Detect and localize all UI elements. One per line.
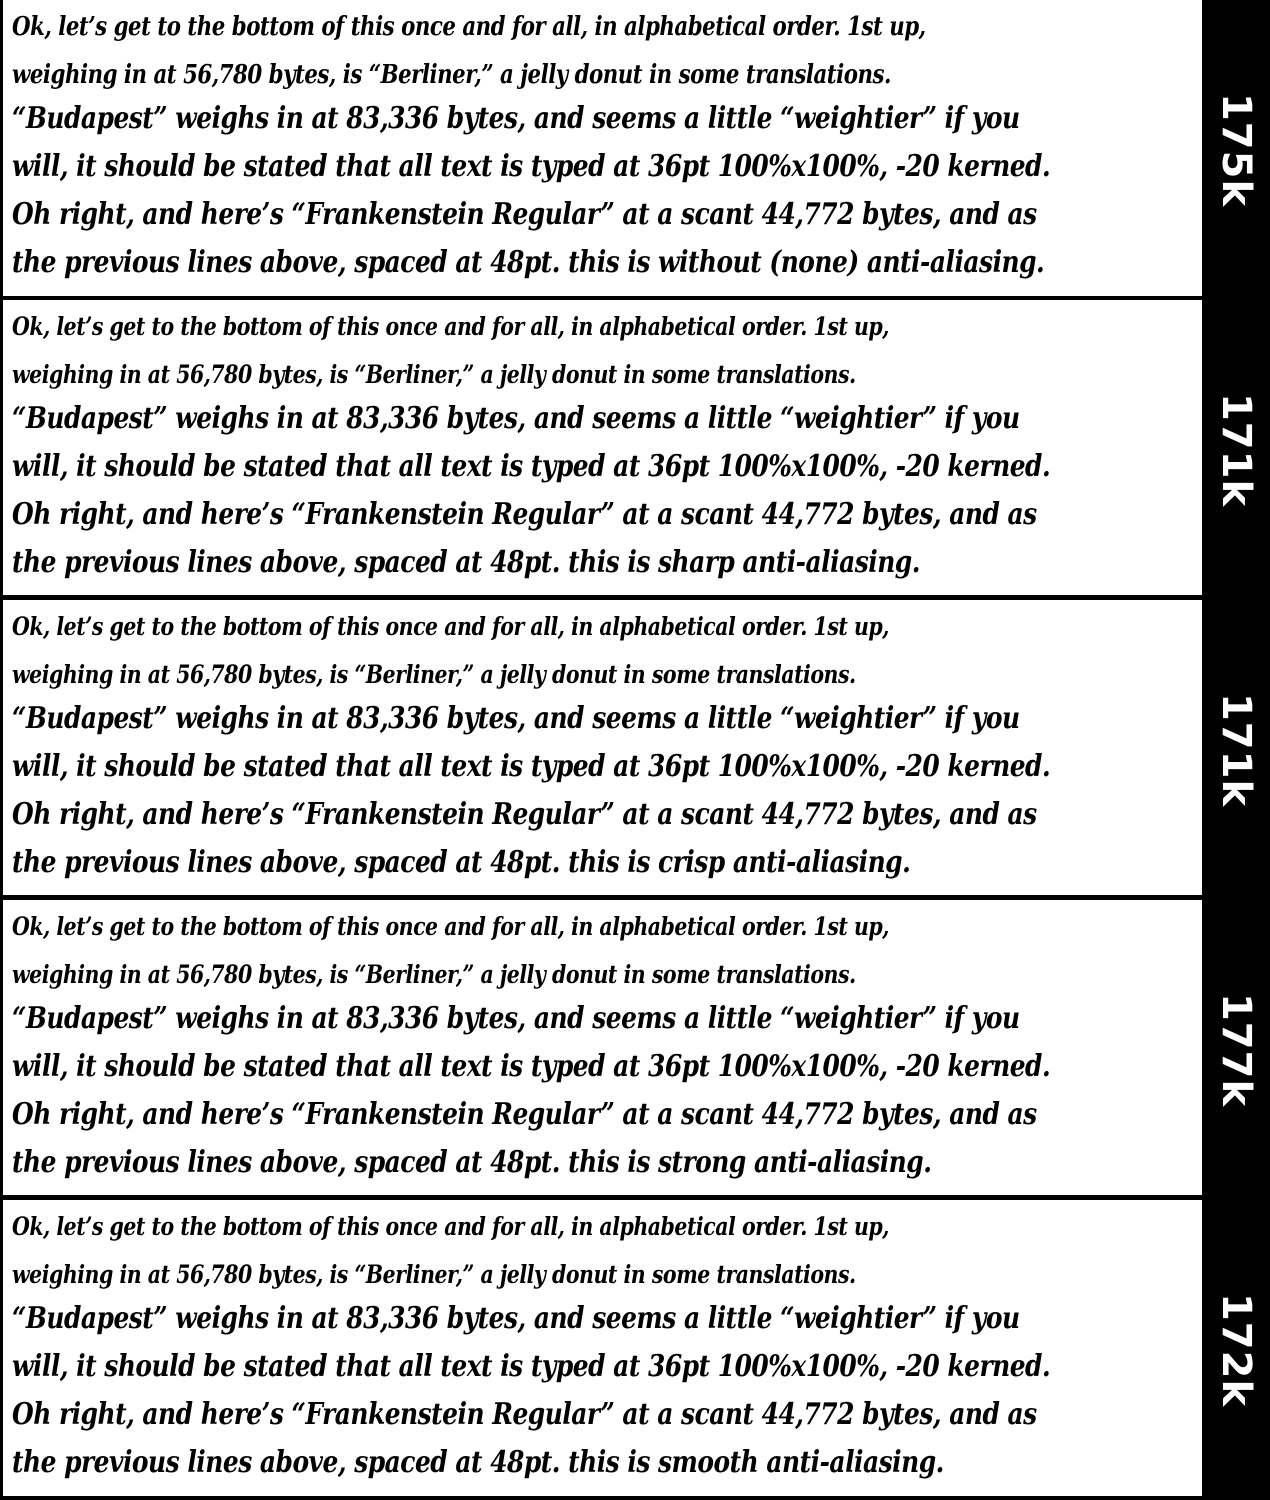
sample-line-text: “Budapest” weighs in at 83,336 bytes, and seems a little “weightier” if you (12, 701, 1020, 736)
sample-line (12, 545, 1196, 580)
sample-line (12, 62, 1196, 88)
file-size-label (1203, 900, 1270, 1200)
sample-line-text: Ok, let’s get to the bottom of this once and for all, in alphabetical order. 1st up, (12, 912, 889, 941)
sample-line-text: Oh right, and here’s “Frankenstein Regular” at a scant 44,772 bytes, and as (12, 797, 1037, 832)
sample-text-box (3, 600, 1202, 895)
sample-line-text: Oh right, and here’s “Frankenstein Regular” at a scant 44,772 bytes, and as (12, 197, 1037, 232)
sample-line-text: weighing in at 56,780 bytes, is “Berliner,” a jelly donut in some translations. (12, 660, 856, 689)
sample-line-text: will, it should be stated that all text is typed at 36pt 100%x100%, -20 kerned. (12, 1049, 1051, 1084)
file-size-text: 171k (1213, 692, 1260, 808)
file-size-label (1203, 300, 1270, 600)
file-size-label (1203, 1200, 1270, 1500)
sample-line-text: weighing in at 56,780 bytes, is “Berliner,” a jelly donut in some translations. (12, 960, 856, 989)
sample-line (12, 1349, 1196, 1384)
sample-line (12, 245, 1196, 280)
sample-line-text: “Budapest” weighs in at 83,336 bytes, and seems a little “weightier” if you (12, 1001, 1020, 1036)
sample-line-text: Ok, let’s get to the bottom of this once and for all, in alphabetical order. 1st up, (12, 1212, 889, 1241)
sample-line-text: Oh right, and here’s “Frankenstein Regular” at a scant 44,772 bytes, and as (12, 1397, 1037, 1432)
sample-line-text: Oh right, and here’s “Frankenstein Regular” at a scant 44,772 bytes, and as (12, 497, 1037, 532)
sample-line-text: the previous lines above, spaced at 48pt. this is strong anti-aliasing. (12, 1145, 932, 1180)
file-size-text: 172k (1213, 1292, 1260, 1408)
file-size-label (1203, 0, 1270, 300)
sample-line (12, 845, 1196, 880)
sample-text-box (3, 1200, 1202, 1496)
sample-line-text: the previous lines above, spaced at 48pt. this is sharp anti-aliasing. (12, 545, 920, 580)
sample-line (12, 101, 1196, 136)
sample-line-text: will, it should be stated that all text is typed at 36pt 100%x100%, -20 kerned. (12, 1349, 1051, 1384)
sample-line-text: “Budapest” weighs in at 83,336 bytes, and seems a little “weightier” if you (12, 401, 1020, 436)
sample-line-text: weighing in at 56,780 bytes, is “Berliner,” a jelly donut in some translations. (12, 60, 891, 90)
sample-line (12, 14, 1196, 40)
sample-line-text: weighing in at 56,780 bytes, is “Berliner,” a jelly donut in some translations. (12, 360, 856, 389)
sample-line (12, 1445, 1196, 1480)
sample-line (12, 914, 1196, 939)
sample-line (12, 1097, 1196, 1132)
sample-panel-none (0, 0, 1270, 300)
sample-line-text: the previous lines above, spaced at 48pt. this is without (none) anti-aliasing. (12, 245, 1045, 280)
sample-line (12, 614, 1196, 639)
sample-line (12, 449, 1196, 484)
sample-line-text: weighing in at 56,780 bytes, is “Berliner,” a jelly donut in some translations. (12, 1260, 856, 1289)
sample-line-text: “Budapest” weighs in at 83,336 bytes, and seems a little “weightier” if you (12, 101, 1020, 136)
sample-line (12, 497, 1196, 532)
sample-line (12, 314, 1196, 339)
sample-line-text: Ok, let’s get to the bottom of this once and for all, in alphabetical order. 1st up, (12, 12, 926, 42)
sample-line (12, 197, 1196, 232)
sample-line-text: will, it should be stated that all text is typed at 36pt 100%x100%, -20 kerned. (12, 149, 1051, 184)
sample-line (12, 1397, 1196, 1432)
sample-line (12, 1262, 1196, 1287)
sample-line (12, 701, 1196, 736)
sample-line (12, 1301, 1196, 1336)
file-size-text: 177k (1213, 992, 1260, 1108)
sample-line-text: the previous lines above, spaced at 48pt. this is smooth anti-aliasing. (12, 1445, 944, 1480)
sample-line-text: will, it should be stated that all text is typed at 36pt 100%x100%, -20 kerned. (12, 449, 1051, 484)
sample-line (12, 149, 1196, 184)
file-size-text: 175k (1213, 92, 1260, 208)
sample-line (12, 797, 1196, 832)
sample-line-text: Oh right, and here’s “Frankenstein Regular” at a scant 44,772 bytes, and as (12, 1097, 1037, 1132)
sample-line (12, 749, 1196, 784)
sample-panel-crisp (0, 600, 1270, 900)
sample-line-text: the previous lines above, spaced at 48pt. this is crisp anti-aliasing. (12, 845, 911, 880)
sample-line (12, 362, 1196, 387)
file-size-text: 171k (1213, 392, 1260, 508)
sample-text-box (3, 300, 1202, 595)
sample-line-text: Ok, let’s get to the bottom of this once and for all, in alphabetical order. 1st up, (12, 612, 889, 641)
sample-line-text: “Budapest” weighs in at 83,336 bytes, and seems a little “weightier” if you (12, 1301, 1020, 1336)
sample-line-text: will, it should be stated that all text is typed at 36pt 100%x100%, -20 kerned. (12, 749, 1051, 784)
sample-line (12, 401, 1196, 436)
sample-line (12, 662, 1196, 687)
sample-panel-smooth (0, 1200, 1270, 1500)
sample-line (12, 1049, 1196, 1084)
sample-panel-strong (0, 900, 1270, 1200)
sample-line-text: Ok, let’s get to the bottom of this once and for all, in alphabetical order. 1st up, (12, 312, 889, 341)
sample-text-box (3, 900, 1202, 1195)
sample-panel-sharp (0, 300, 1270, 600)
sample-line (12, 1001, 1196, 1036)
sample-line (12, 962, 1196, 987)
file-size-label (1203, 600, 1270, 900)
sample-line (12, 1145, 1196, 1180)
sample-text-box (3, 0, 1202, 296)
sample-line (12, 1214, 1196, 1239)
